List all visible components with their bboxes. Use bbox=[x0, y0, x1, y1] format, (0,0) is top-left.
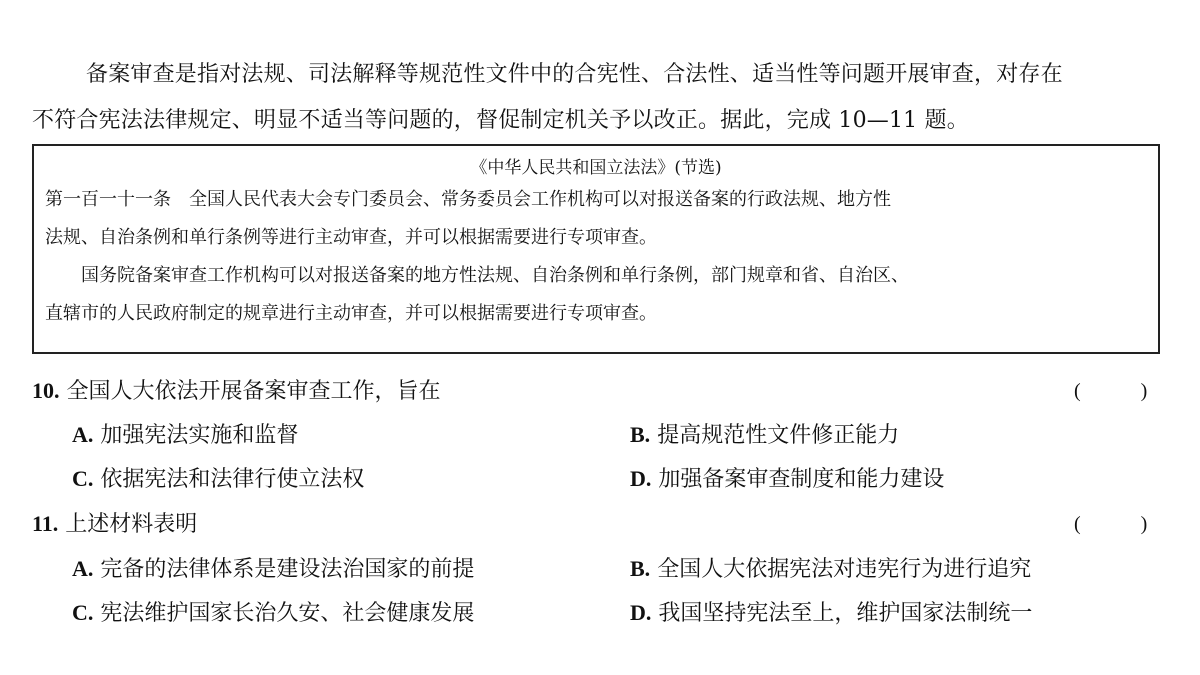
option-letter: B. bbox=[630, 422, 651, 447]
excerpt-line-2: 法规、自治条例和单行条例等进行主动审查，并可以根据需要进行专项审查。 bbox=[45, 227, 657, 248]
option-text: 我国坚持宪法至上，维护国家法制统一 bbox=[658, 601, 1033, 626]
option-text: 提高规范性文件修正能力 bbox=[657, 423, 900, 448]
question-10-option-b[interactable] bbox=[630, 420, 899, 451]
question-11-text: 上述材料表明 bbox=[65, 512, 198, 537]
question-11-number: 11. bbox=[32, 511, 59, 536]
option-letter: C. bbox=[72, 466, 94, 491]
question-11-option-b[interactable] bbox=[630, 554, 1031, 585]
intro-paragraph bbox=[32, 52, 1172, 144]
excerpt-line-3: 国务院备案审查工作机构可以对报送备案的地方性法规、自治条例和单行条例，部门规章和省、自治区、 bbox=[45, 265, 909, 286]
excerpt-line-1: 第一百一十一条 全国人民代表大会专门委员会、常务委员会工作机构可以对报送备案的行政法规、地方性 bbox=[45, 189, 891, 210]
option-text: 完备的法律体系是建设法治国家的前提 bbox=[100, 557, 475, 582]
question-10-number: 10. bbox=[32, 378, 60, 403]
option-letter: D. bbox=[630, 600, 652, 625]
option-text: 宪法维护国家长治久安、社会健康发展 bbox=[100, 601, 475, 626]
option-letter: A. bbox=[72, 556, 94, 581]
intro-line-2: 不符合宪法法律规定、明显不适当等问题的，督促制定机关予以改正。据此，完成 10—11 题。 bbox=[32, 108, 969, 133]
option-letter: C. bbox=[72, 600, 94, 625]
law-excerpt-box bbox=[32, 144, 1160, 354]
question-10-option-c[interactable] bbox=[72, 464, 364, 495]
question-11-option-d[interactable] bbox=[630, 598, 1032, 629]
question-10-stem bbox=[32, 376, 441, 407]
option-text: 依据宪法和法律行使立法权 bbox=[100, 467, 365, 492]
option-text: 全国人大依据宪法对违宪行为进行追究 bbox=[657, 557, 1032, 582]
option-text: 加强宪法实施和监督 bbox=[100, 423, 299, 448]
excerpt-line-4: 直辖市的人民政府制定的规章进行主动审查，并可以根据需要进行专项审查。 bbox=[45, 303, 657, 324]
intro-line-1: 备案审查是指对法规、司法解释等规范性文件中的合宪性、合法性、适当性等问题开展审查，对存在 bbox=[86, 62, 1063, 87]
question-10-option-a[interactable] bbox=[72, 420, 298, 451]
option-text: 加强备案审查制度和能力建设 bbox=[658, 467, 945, 492]
question-11-answer-bracket[interactable]: ( ) bbox=[1074, 513, 1148, 535]
question-11-option-c[interactable] bbox=[72, 598, 474, 629]
option-letter: D. bbox=[630, 466, 652, 491]
question-10-answer-bracket[interactable]: ( ) bbox=[1074, 380, 1148, 402]
question-11-option-a[interactable] bbox=[72, 554, 474, 585]
option-letter: B. bbox=[630, 556, 651, 581]
question-10-text: 全国人大依法开展备案审查工作，旨在 bbox=[66, 379, 441, 404]
option-letter: A. bbox=[72, 422, 94, 447]
question-11-stem bbox=[32, 509, 197, 540]
excerpt-title: 《中华人民共和国立法法》(节选) bbox=[470, 158, 722, 178]
question-10-option-d[interactable] bbox=[630, 464, 944, 495]
